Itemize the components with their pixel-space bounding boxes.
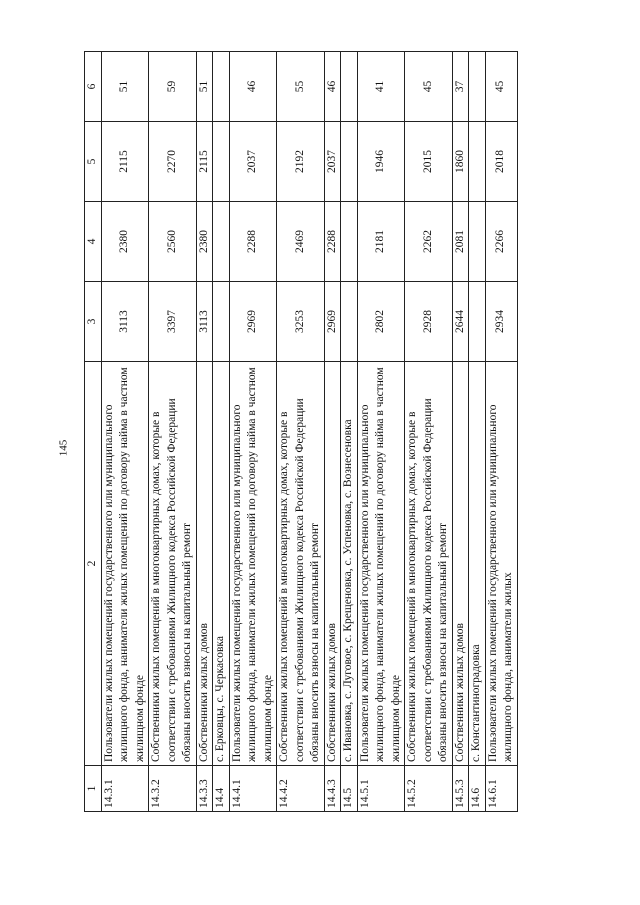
table-row xyxy=(341,52,358,812)
cell-col6: 46 xyxy=(324,52,341,122)
row-code: 14.5.1 xyxy=(357,766,405,812)
cell-col5: 2037 xyxy=(229,122,277,202)
cell-col5: 2115 xyxy=(196,122,213,202)
table-row xyxy=(196,52,213,812)
row-code: 14.5 xyxy=(341,766,358,812)
row-code: 14.6 xyxy=(469,766,486,812)
cell-col6: 59 xyxy=(149,52,197,122)
row-code: 14.5.3 xyxy=(452,766,469,812)
cell-col3: 2969 xyxy=(324,282,341,362)
row-description: Пользователи жилых помещений государственного или муниципального жилищного фонда, наниматели жилых xyxy=(485,362,517,766)
row-description: Собственники жилых домов xyxy=(452,362,469,766)
column-header: 1 xyxy=(85,766,102,812)
row-code: 14.6.1 xyxy=(485,766,517,812)
cell-col3 xyxy=(469,282,486,362)
row-code: 14.4.1 xyxy=(229,766,277,812)
tariff-table xyxy=(84,51,518,812)
cell-col3: 2644 xyxy=(452,282,469,362)
cell-col6: 55 xyxy=(277,52,325,122)
table-row xyxy=(149,52,197,812)
cell-col6: 51 xyxy=(196,52,213,122)
table-row xyxy=(469,52,486,812)
column-header: 5 xyxy=(85,122,102,202)
column-header: 2 xyxy=(85,362,102,766)
cell-col3: 2969 xyxy=(229,282,277,362)
row-code: 14.3.2 xyxy=(149,766,197,812)
cell-col5: 2192 xyxy=(277,122,325,202)
row-description: Пользователи жилых помещений государственного или муниципального жилищного фонда, наниматели жилых помещений по договору найма в частном жилищном фонде xyxy=(357,362,405,766)
cell-col5: 2270 xyxy=(149,122,197,202)
table-row xyxy=(324,52,341,812)
cell-col3 xyxy=(213,282,230,362)
header-row xyxy=(85,52,102,812)
column-header: 4 xyxy=(85,202,102,282)
cell-col6: 46 xyxy=(229,52,277,122)
cell-col3: 3113 xyxy=(101,282,149,362)
table-row xyxy=(485,52,517,812)
row-description: с. Константиноградовка xyxy=(469,362,486,766)
cell-col4: 2266 xyxy=(485,202,517,282)
cell-col5 xyxy=(213,122,230,202)
cell-col4: 2288 xyxy=(229,202,277,282)
cell-col4: 2380 xyxy=(101,202,149,282)
cell-col3 xyxy=(341,282,358,362)
row-description: с. Ивановка, с. Луговое, с. Крещеновка, с. Успеновка, с. Вознесеновка xyxy=(341,362,358,766)
table-row xyxy=(229,52,277,812)
table-row xyxy=(101,52,149,812)
row-code: 14.4.2 xyxy=(277,766,325,812)
cell-col3: 3397 xyxy=(149,282,197,362)
table-row xyxy=(357,52,405,812)
cell-col3: 3253 xyxy=(277,282,325,362)
row-description: Пользователи жилых помещений государственного или муниципального жилищного фонда, наниматели жилых помещений по договору найма в частном жилищном фонде xyxy=(229,362,277,766)
row-code: 14.4.3 xyxy=(324,766,341,812)
row-description: с. Ерковцы, с. Черкасовка xyxy=(213,362,230,766)
cell-col6: 41 xyxy=(357,52,405,122)
cell-col4: 2181 xyxy=(357,202,405,282)
cell-col4 xyxy=(341,202,358,282)
table-row xyxy=(277,52,325,812)
cell-col4 xyxy=(213,202,230,282)
table-row xyxy=(405,52,453,812)
cell-col3: 3113 xyxy=(196,282,213,362)
cell-col5: 2037 xyxy=(324,122,341,202)
row-description: Собственники жилых домов xyxy=(324,362,341,766)
cell-col4: 2560 xyxy=(149,202,197,282)
tariff-table-container xyxy=(84,52,576,812)
cell-col6: 51 xyxy=(101,52,149,122)
cell-col4 xyxy=(469,202,486,282)
row-description: Собственники жилых помещений в многоквартирных домах, которые в соответствии с требованиями Жилищного кодекса Российской Федерации обязаны вносить взносы на капитальный ремонт xyxy=(277,362,325,766)
cell-col5: 1860 xyxy=(452,122,469,202)
cell-col6 xyxy=(341,52,358,122)
row-code: 14.3.3 xyxy=(196,766,213,812)
table-row xyxy=(452,52,469,812)
cell-col4: 2081 xyxy=(452,202,469,282)
cell-col5: 2018 xyxy=(485,122,517,202)
column-header: 3 xyxy=(85,282,102,362)
cell-col5: 2015 xyxy=(405,122,453,202)
cell-col3: 2802 xyxy=(357,282,405,362)
row-description: Пользователи жилых помещений государственного или муниципального жилищного фонда, наниматели жилых помещений по договору найма в частном жилищном фонде xyxy=(101,362,149,766)
row-description: Собственники жилых помещений в многоквартирных домах, которые в соответствии с требованиями Жилищного кодекса Российской Федерации обязаны вносить взносы на капитальный ремонт xyxy=(149,362,197,766)
row-code: 14.3.1 xyxy=(101,766,149,812)
cell-col5: 1946 xyxy=(357,122,405,202)
cell-col4: 2288 xyxy=(324,202,341,282)
cell-col3: 2934 xyxy=(485,282,517,362)
row-description: Собственники жилых домов xyxy=(196,362,213,766)
cell-col6 xyxy=(469,52,486,122)
cell-col6: 37 xyxy=(452,52,469,122)
row-code: 14.5.2 xyxy=(405,766,453,812)
cell-col5 xyxy=(341,122,358,202)
table-row xyxy=(213,52,230,812)
cell-col4: 2469 xyxy=(277,202,325,282)
cell-col5 xyxy=(469,122,486,202)
row-description: Собственники жилых помещений в многоквартирных домах, которые в соответствии с требованиями Жилищного кодекса Российской Федерации обязаны вносить взносы на капитальный ремонт xyxy=(405,362,453,766)
cell-col4: 2380 xyxy=(196,202,213,282)
column-header: 6 xyxy=(85,52,102,122)
cell-col6: 45 xyxy=(485,52,517,122)
cell-col4: 2262 xyxy=(405,202,453,282)
cell-col5: 2115 xyxy=(101,122,149,202)
row-code: 14.4 xyxy=(213,766,230,812)
page-number: 145 xyxy=(57,439,70,457)
cell-col6: 45 xyxy=(405,52,453,122)
cell-col6 xyxy=(213,52,230,122)
cell-col3: 2928 xyxy=(405,282,453,362)
